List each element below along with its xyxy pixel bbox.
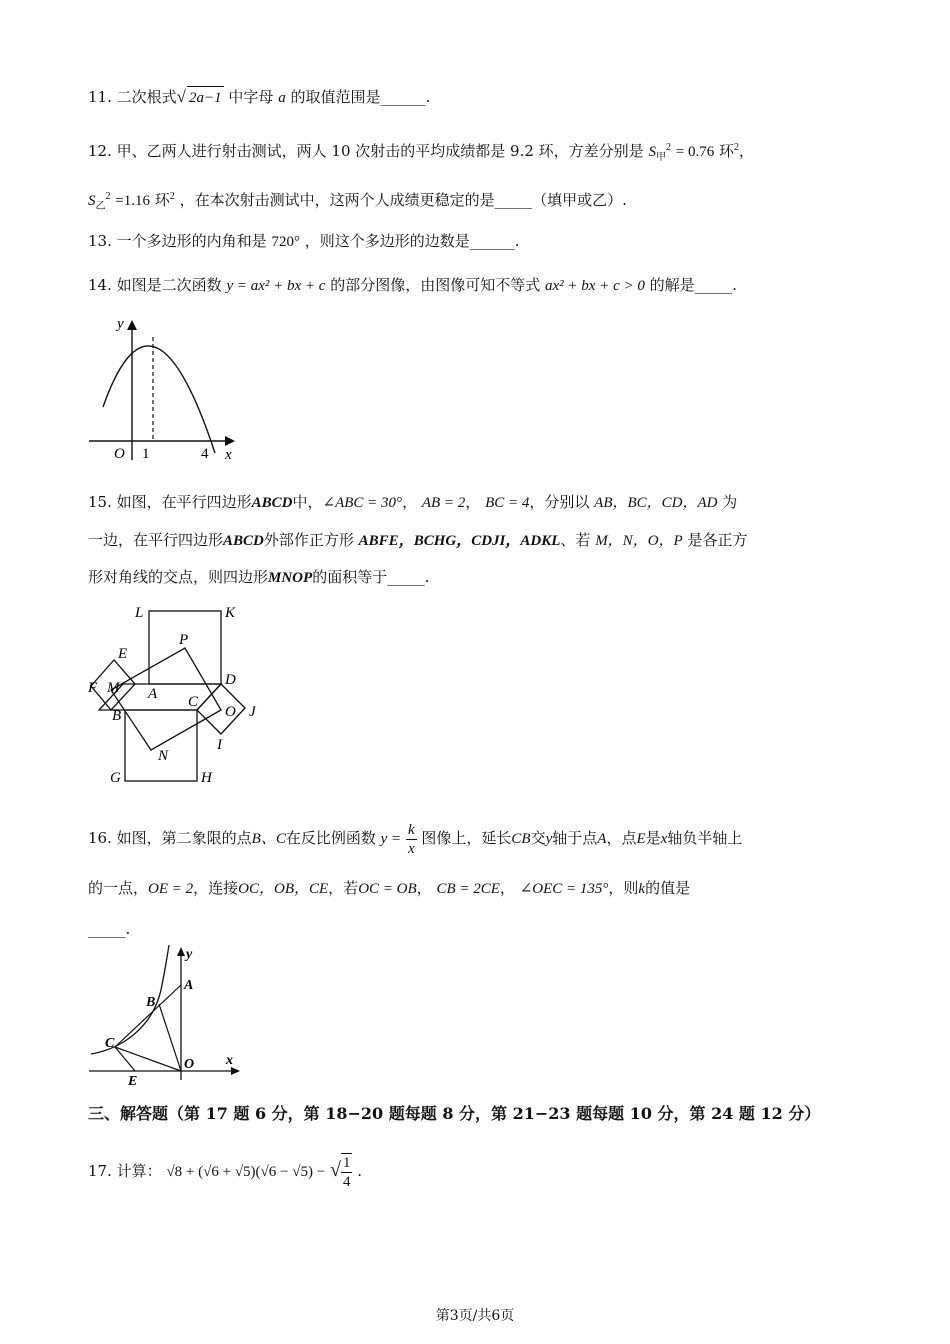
q15-line2-c: 、若 — [560, 531, 591, 549]
question-16-line1 — [88, 820, 742, 858]
q12-line1: 甲、乙两人进行射击测试，两人 10 次射击的平均成绩都是 9.2 环，方差分别是 — [116, 142, 644, 160]
q15-label-D: D — [225, 672, 236, 688]
q15-line1-b: 中， — [292, 493, 323, 511]
q16-label-E: E — [128, 1074, 138, 1088]
q16-oe: OE = 2 — [148, 881, 194, 897]
q12-unit-2: 环 — [154, 191, 170, 209]
question-13 — [88, 230, 520, 253]
q11-text-b: 中字母 — [228, 88, 274, 106]
q14-tick-1: 1 — [142, 446, 150, 462]
question-15-line3 — [88, 566, 429, 589]
q14-parabola-figure — [85, 315, 245, 465]
q16-x: x — [660, 831, 668, 847]
q15-number: 15. — [88, 493, 112, 511]
q15-line3-a: 形对角线的交点，则四边形 — [88, 568, 269, 586]
q14-text-c: 的解是_____. — [649, 276, 737, 294]
q15-line1-a: 如图，在平行四边形 — [116, 493, 252, 511]
q14-ineq: ax² + bx + c > 0 — [545, 278, 645, 294]
q11-text-c: 的取值范围是______. — [290, 88, 431, 106]
q16-label-C: C — [105, 1036, 115, 1051]
q15-line3-b: 的面积等于_____. — [312, 568, 430, 586]
q16-a: A — [597, 831, 607, 847]
q15-line2-b: 外部作正方形 — [263, 531, 354, 549]
q16-x-label: x — [226, 1053, 233, 1068]
q16-line2-a: 的一点， — [88, 879, 149, 897]
q16-label-A: A — [184, 978, 194, 993]
question-15-line2 — [88, 529, 747, 552]
q16-line1-f: ，点 — [606, 829, 637, 847]
q16-line1-h: 轴负半轴上 — [667, 829, 743, 847]
q15-label-C: C — [188, 694, 199, 710]
page-footer: 第3页/共6页 — [435, 1308, 515, 1324]
q16-line2-d: ，则 — [608, 879, 639, 897]
q16-func-y: y = — [380, 831, 402, 847]
q16-line1-d: 交 — [530, 829, 546, 847]
q17-text-a: 计算： — [116, 1162, 162, 1180]
q16-line1-g: 是 — [645, 829, 661, 847]
q15-points: M，N，O，P — [595, 533, 683, 549]
q14-x-label: x — [225, 447, 232, 463]
q17-end: . — [357, 1162, 362, 1180]
q13-text-a: 一个多边形的内角和是 — [116, 232, 267, 250]
q17-fraction — [341, 1153, 353, 1191]
q17-frac-den: 4 — [342, 1174, 351, 1190]
q15-bc: BC = 4 — [485, 495, 530, 511]
q15-label-O: O — [225, 704, 236, 720]
q14-tick-4: 4 — [201, 446, 209, 462]
q15-angle: ∠ABC = 30° — [322, 495, 403, 511]
q15-sides: AB，BC，CD，AD — [594, 495, 718, 511]
q16-line2-c: ，若 — [328, 879, 359, 897]
question-14 — [88, 274, 737, 297]
q15-label-A: A — [148, 686, 158, 702]
q15-label-N: N — [158, 748, 169, 764]
q16-angle: ∠OEC = 135° — [519, 881, 609, 897]
q16-frac-k: k — [407, 821, 415, 838]
q11-var: a — [278, 90, 286, 106]
q15-label-H: H — [201, 770, 212, 786]
q11-number: 11. — [88, 88, 112, 106]
q12-s-yi: =1.16 — [115, 193, 150, 209]
q15-label-F: F — [88, 680, 98, 696]
question-16-line2: 的一点，OE = 2，连接OC，OB，CE，若OC = OB， CB = 2CE， ∠OEC = 135°，则k的值是 — [88, 879, 691, 897]
q16-line2-b: ，连接 — [193, 879, 239, 897]
q12-unit: 环 — [718, 142, 734, 160]
q15-label-J: J — [249, 704, 256, 720]
q12-jia: 甲 — [655, 152, 666, 163]
q14-text-b: 的部分图像，由图像可知不等式 — [330, 276, 541, 294]
q15-squares: ABFE，BCHG，CDJI，ADKL — [358, 533, 561, 549]
q15-line1-d: 为 — [722, 493, 738, 511]
q15-line2-d: 是各正方 — [687, 531, 748, 549]
q16-e: E — [636, 831, 646, 847]
q17-frac-num: 1 — [342, 1155, 351, 1171]
question-15-line1: 15. 如图，在平行四边形ABCD中，∠ABC = 30°， AB = 2， BC = 4，分别以 AB，BC，CD，AD 为 — [88, 493, 738, 511]
q16-yaxis: y — [545, 831, 553, 847]
q15-line2-a: 一边，在平行四边形 — [88, 531, 224, 549]
q15-label-L: L — [135, 605, 144, 621]
q17-expr: √8 + (√6 + √5)(√6 − √5) − — [166, 1164, 326, 1180]
q14-y-label: y — [117, 316, 124, 332]
q14-number: 14. — [88, 276, 112, 294]
q15-line1-c: ，分别以 — [529, 493, 590, 511]
q16-k: k — [638, 881, 646, 897]
q16-line1-e: 轴于点 — [552, 829, 598, 847]
q12-number: 12. — [88, 142, 112, 160]
q15-label-I: I — [217, 737, 222, 753]
q13-number: 13. — [88, 232, 112, 250]
q16-y-label: y — [186, 947, 193, 962]
q15-label-B: B — [112, 708, 122, 724]
q15-label-P: P — [179, 632, 189, 648]
q16-line1-a: 如图，第二象限的点 — [116, 829, 252, 847]
q12-s-jia: = 0.76 — [675, 144, 715, 160]
q16-label-O: O — [184, 1057, 195, 1072]
q13-value: 720° — [271, 234, 300, 250]
q14-func: y = ax² + bx + c — [226, 278, 326, 294]
q16-line1-c: 图像上，延长 — [421, 829, 512, 847]
q11-radical: 2a−1 — [187, 86, 224, 109]
q17-number: 17. — [88, 1162, 112, 1180]
question-17: 17. 计算： √8 + (√6 + √5)(√6 − √5) − √ $\frac{1}{4}$ . — [88, 1155, 362, 1190]
q15-label-M: M — [107, 680, 120, 696]
q15-label-G: G — [110, 770, 121, 786]
question-12-line2: $S_乙^2 =1.16$ 环$^2$ ，在本次射击测试中，这两个人成绩更稳定的是_____（填甲或乙）. — [88, 191, 627, 212]
q15-geometry-figure — [85, 600, 275, 792]
q16-frac-x: x — [407, 840, 415, 857]
q15-ab: AB = 2 — [421, 495, 466, 511]
q16-hyperbola-figure — [85, 940, 250, 1088]
q16-line1-b: 在反比例函数 — [285, 829, 376, 847]
q13-text-b: ，则这个多边形的边数是______. — [304, 232, 520, 250]
q16-number: 16. — [88, 829, 112, 847]
q16-cb: CB — [511, 831, 531, 847]
q16-fraction — [406, 821, 417, 858]
q16-label-B: B — [146, 995, 156, 1010]
section-3-heading: 三、解答题（第 17 题 6 分，第 18−20 题每题 8 分，第 21−23 题每题 10 分，第 24 题 12 分） — [88, 1104, 821, 1123]
q15-abcd-2: ABCD — [223, 533, 264, 549]
q16-line2-e: 的值是 — [645, 879, 691, 897]
q15-label-E: E — [118, 646, 128, 662]
q15-abcd: ABCD — [251, 495, 293, 511]
q15-label-K: K — [225, 605, 236, 621]
q11-text-a: 二次根式 — [116, 88, 177, 106]
q16-segs: OC，OB，CE — [238, 881, 329, 897]
question-12-line1: 12. 甲、乙两人进行射击测试，两人 10 次射击的平均成绩都是 9.2 环，方差分别是 $S_甲^2 = 0.76$ 环$^2$， — [88, 142, 755, 163]
question-11: 11. 二次根式√ 2a−1 中字母 a 的取值范围是______. — [88, 86, 430, 109]
q16-oc-ob: OC = OB — [358, 881, 417, 897]
q12-line2: ，在本次射击测试中，这两个人成绩更稳定的是_____（填甲或乙）. — [179, 191, 627, 209]
q12-yi: 乙 — [95, 201, 106, 212]
q14-text-a: 如图是二次函数 — [116, 276, 222, 294]
q14-origin-label: O — [114, 446, 125, 462]
q15-mnop: MNOP — [268, 570, 313, 586]
q16-cb-ce: CB = 2CE — [436, 881, 500, 897]
q16-bc: B、C — [251, 831, 286, 847]
question-16-line3: _____. — [88, 920, 131, 938]
